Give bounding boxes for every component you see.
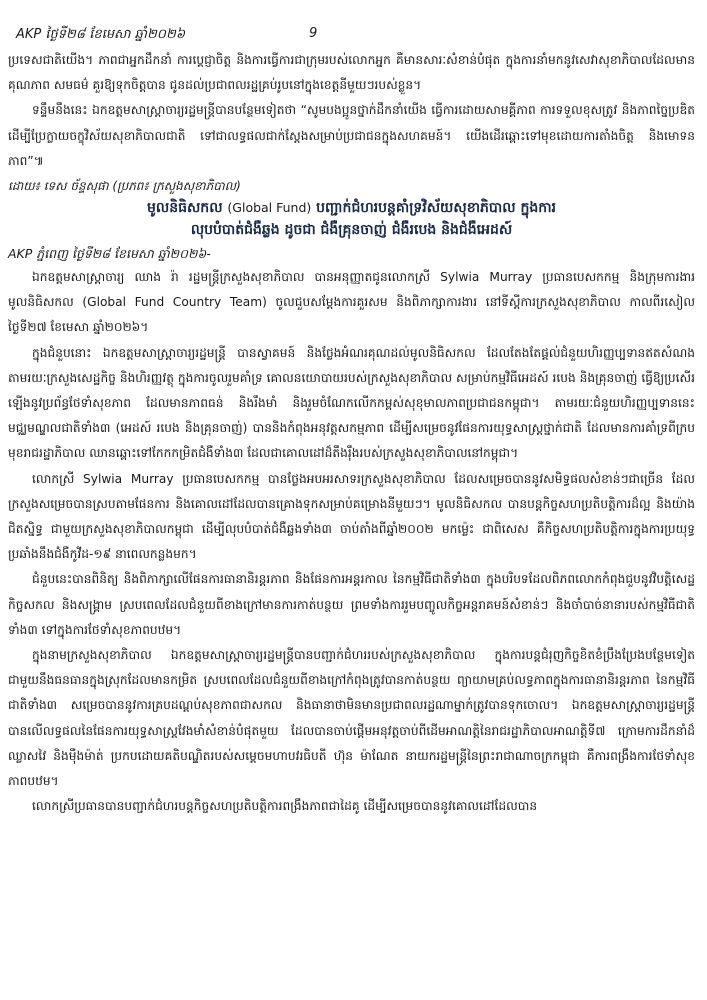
previous-article-tail bbox=[8, 48, 695, 196]
paragraph: ក្នុងនាមក្រសួងសុខាភិបាល ឯកឧត្តមសាស្ត្រាចារ្យរដ្ឋមន្ត្រីបានបញ្ជាក់ជំហររបស់ក្រសួងសុខាភិបាល ក្នុងការបន្តជំរុញកិច្ចខិតខំប្រឹងប្រែងបន្ថែមទៀត ជាមួយនឹងធនធានក្នុងស្រុកដែលមានកម្រិត ស្របពេលដែលជំនួយពីខាងក្រៅកំពុងត្រូវបានកាត់បន្ថយ ព្យាយាមគ្រប់លទ្ធភាពក្នុងការធានានិរន្តរភាព នៃកម្មវិធីជាតិទាំង៣ សម្រេចបាននូវការគ្របដណ្តប់សុខភាពជាសកល និងធានាថាមិនមានប្រជាពលរដ្ឋណាម្នាក់ត្រូវបានទុកចោល។ ឯកឧត្តមសាស្ត្រាចារ្យរដ្ឋមន្ត្រី បានលើលទ្ធផលនៃផែនការយុទ្ធសាស្ត្រវែងមាំសំខាន់បំផុតមួយ ដែលបានចាប់ផ្តើមអនុវត្តចាប់ពីដើមអាណត្តិនៃរាជរដ្ឋាភិបាលអាណត្តិទី៧ ក្រោមការដឹកនាំដ៏ឈ្លាសវៃ និងម៉ឺងម៉ាត់ ប្រកបដោយគតិបណ្ឌិតរបស់សម្តេចមហាបវរធិបតី ហ៊ុន ម៉ាណែត នាយករដ្ឋមន្ត្រីនៃព្រះរាជាណាចក្រកម្ពុជា គឺការពង្រឹងការថែទាំសុខភាពបឋម។ bbox=[8, 648, 695, 789]
dateline: AKP ភ្នំពេញ ថ្ងៃទី២៨ ខែមេសា ឆ្នាំ២០២៦- bbox=[8, 246, 211, 262]
title-part: បញ្ជាក់ជំហរបន្តគាំទ្រវិស័យសុខាភិបាល ក្នុងការ bbox=[316, 200, 556, 217]
paragraph: ក្នុងជំនួបនោះ ឯកឧត្តមសាស្ត្រាចារ្យរដ្ឋមន្ត្រី បានស្វាគមន៍ និងថ្លែងអំណរគុណដល់មូលនិធិសកល ដែលតែងតែផ្តល់ជំនួយហិរញ្ញប្បទានឥតសំណង តាមរយៈក្រសួងសេដ្ឋកិច្ច និងហិរញ្ញវត្ថុ ក្នុងការចូលរួមគាំទ្រ គោលនយោបាយរបស់ក្រសួងសុខាភិបាល សម្រាប់កម្មវិធីអេដស៍ របេង និងគ្រុនចាញ់ ធ្វើឱ្យប្រសើរឡើងនូវប្រព័ន្ធថែទាំសុខភាព ដែលមានភាពធន់ និងរឹងមាំ និងរួមចំណែកលើកកម្ពស់សុខុមាលភាពប្រជាជនកម្ពុជា។ តាមរយៈជំនួយហិរញ្ញប្បទាននេះ មជ្ឈមណ្ឌលជាតិទាំង៣ (អេដស៍ របេង និងគ្រុនចាញ់) បាននិងកំពុងអនុវត្តសកម្មភាព ដើម្បីសម្រេចនូវផែនការយុទ្ធសាស្ត្រថ្នាក់ជាតិ ដែលមានការគាំទ្រពីក្របមុខរាជរដ្ឋាភិបាល ឈានឆ្ពោះទៅកែកកម្រិតជំងឺទាំង៣ ដែលជាគោលដៅដ៏តឹងរ៉ឹងរបស់ក្រសួងសុខាភិបាលនៅកម្ពុជា។ bbox=[8, 345, 695, 461]
paragraph: លោកស្រី Sylwia Murray ប្រធានបេសកកម្ម បានថ្លែងអបអរសាទរក្រសួងសុខាភិបាល ដែលសម្រេចបាននូវសមិទ្ធផលសំខាន់ៗជាច្រើន ដែលក្រសួងសម្រេចបានស្របតាមផែនការ និងគោលដៅដែលបានគ្រោងទុកសម្រាប់គម្រោងនីមួយៗ។ មូលនិធិសកល បានបន្តកិច្ចសហប្រតិបត្តិការដ៏ល្អ និងយ៉ាងជិតស្និទ្ធ ជាមួយក្រសួងសុខាភិបាលកម្ពុជា ដើម្បីលុបបំបាត់ជំងឺឆ្លងទាំង៣ ចាប់តាំងពីឆ្នាំ២០០២ មកម្ល៉េះ ជាពិសេស គឺកិច្ចសហប្រតិបត្តិការក្នុងការប្រយុទ្ធប្រឆាំងនឹងជំងឺកូវីដ-១៩ នាពេលកន្លងមក។ bbox=[8, 471, 695, 562]
title-english: (Global Fund) bbox=[227, 200, 312, 216]
paragraph: លោកស្រីប្រធានបានបញ្ជាក់ជំហរបន្តកិច្ចសហប្រតិបត្តិការពង្រឹងភាពជាដៃគូ ដើម្បីសម្រេចបាននូវគោលដៅដែលបាន bbox=[32, 799, 538, 814]
page-number: 9 bbox=[309, 26, 318, 41]
byline: ដោយ៖ ទេស ច័ន្ទសុផា (ប្រភព៖ ក្រសួងសុខាភិបាល) bbox=[8, 179, 241, 194]
paragraph: ទន្ទឹមនឹងនេះ ឯកឧត្តមសាស្ត្រាចារ្យរដ្ឋមន្ត្រីបានបន្ថែមទៀតថា “សូមបងប្អូនថ្នាក់ដឹកនាំយើង ធ្វើការដោយសាមគ្គីភាព ការទទួលខុសត្រូវ និងភាពច្នៃប្រឌិត ដើម្បីប្រែក្លាយចក្ខុវិស័យសុខាភិបាលជាតិ ទៅជាលទ្ធផលជាក់ស្តែងសម្រាប់ប្រជាជនក្នុងសហគមន៍។ យើងដើរឆ្ពោះទៅមុខដោយការតាំងចិត្ត និងមោទនភាព”៕ bbox=[8, 103, 695, 168]
page-header bbox=[8, 0, 695, 48]
paragraph: ជំនួបនេះបានពិនិត្យ និងពិភាក្សាលើផែនការធានានិរន្តរភាព និងផែនការអន្តរកាល នៃកម្មវិធីជាតិទាំង៣ ក្នុងបរិបទដែលពិភពលោកកំពុងជួបនូវវិបត្តិសេដ្ឋកិច្ចសកល និងសង្គ្រាម ស្របពេលដែលជំនួយពីខាងក្រៅមានការកាត់បន្ថយ ព្រមទាំងការរួមបញ្ចូលកិច្ចអន្តរាគមន៍សំខាន់ៗ និងចាំបាច់នានារបស់កម្មវិធីជាតិទាំង៣ ទៅក្នុងការថែទាំសុខភាពបឋម។ bbox=[8, 572, 695, 637]
title-line-2: លុបបំបាត់ជំងឺឆ្លង ដូចជា ជំងឺគ្រុនចាញ់ ជំងឺរបេង និងជំងឺអេដស៍ bbox=[190, 222, 513, 239]
paragraph: ឯកឧត្តមសាស្ត្រាចារ្យ ឈាង រ៉ា រដ្ឋមន្ត្រីក្រសួងសុខាភិបាល បានអនុញ្ញាតជូនលោកស្រី Sylwia Murray ប្រធានបេសកកម្ម និងក្រុមការងារមូលនិធិសកល (Global Fund Country Team) ចូលជួបសម្តែងការគួរសម និងពិភាក្សាការងារ នៅទីស្តីការក្រសួងសុខាភិបាល កាលពីរសៀលថ្ងៃទី២៧ ខែមេសា ឆ្នាំ២០២៦។ bbox=[8, 270, 695, 335]
publication-date: AKP ថ្ងៃទី២៨ ខែមេសា ឆ្នាំ២០២៦ bbox=[16, 27, 186, 42]
article-title bbox=[8, 197, 695, 241]
article bbox=[8, 197, 695, 819]
title-part: មូលនិធិសកល bbox=[146, 200, 223, 217]
paragraph: ប្រទេសជាតិយើង។ ភាពជាអ្នកដឹកនាំ ការប្តេជ្ញាចិត្ត និងការធ្វើការជាក្រុមរបស់លោកអ្នក គឺមានសារៈសំខាន់បំផុត ក្នុងការនាំមកនូវសេវាសុខាភិបាលដែលមានគុណភាព សមធម៌ គួរឱ្យទុកចិត្តបាន ជូនដល់ប្រជាពលរដ្ឋគ្រប់រូបនៅក្នុងខេត្តនីមួយៗរបស់ខ្លួន។ bbox=[8, 53, 695, 93]
